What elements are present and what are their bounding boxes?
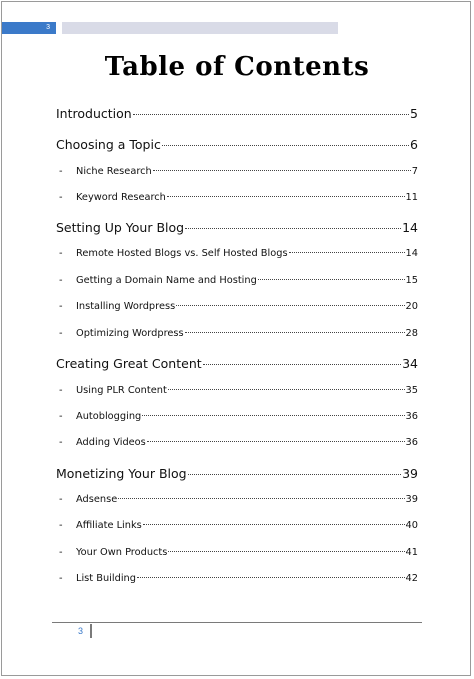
toc-bullet: - <box>59 494 63 505</box>
toc-section-entry[interactable] <box>56 437 418 448</box>
toc-bullet: - <box>59 437 63 448</box>
toc-page-number: 28 <box>405 328 418 339</box>
toc-bullet: - <box>59 275 63 286</box>
toc-page-number: 41 <box>405 547 418 558</box>
toc-entry-label: Using PLR Content <box>76 385 167 396</box>
toc-chapter-entry[interactable] <box>56 466 418 481</box>
toc-dot-leader <box>289 252 405 253</box>
toc-bullet: - <box>59 547 63 558</box>
toc-dot-leader <box>185 332 405 333</box>
toc-section-entry[interactable] <box>56 248 418 259</box>
toc-dot-leader <box>133 114 409 115</box>
toc-dot-leader <box>153 170 411 171</box>
toc-page-number: 15 <box>405 275 418 286</box>
toc-bullet: - <box>59 328 63 339</box>
toc-bullet: - <box>59 573 63 584</box>
footer-separator <box>90 624 92 638</box>
toc-entry-label: Optimizing Wordpress <box>76 328 184 339</box>
footer-rule <box>52 622 422 623</box>
toc-bullet: - <box>59 248 63 259</box>
toc-dot-leader <box>142 415 404 416</box>
toc-dot-leader <box>176 305 404 306</box>
toc-page-number: 36 <box>405 437 418 448</box>
toc-entry-label: Remote Hosted Blogs vs. Self Hosted Blogs <box>76 248 288 259</box>
toc-entry-label: Keyword Research <box>76 192 166 203</box>
toc-entry-label: Getting a Domain Name and Hosting <box>76 275 257 286</box>
toc-entry-label: Adsense <box>76 494 118 505</box>
header-page-tab: 3 <box>2 22 56 34</box>
toc-page-number: 40 <box>405 520 418 531</box>
toc-bullet: - <box>59 385 63 396</box>
toc-section-entry[interactable] <box>56 573 418 584</box>
toc-page-number: 39 <box>405 494 418 505</box>
toc-entry-label: Your Own Products <box>76 547 168 558</box>
toc-bullet: - <box>59 166 63 177</box>
toc-entry-label: List Building <box>76 573 136 584</box>
toc-dot-leader <box>143 524 405 525</box>
toc-page-number: 35 <box>405 385 418 396</box>
toc-entry-label: Creating Great Content <box>56 356 202 371</box>
toc-bullet: - <box>59 301 63 312</box>
toc-section-entry[interactable] <box>56 385 418 396</box>
toc-section-entry[interactable] <box>56 301 418 312</box>
toc-section-entry[interactable] <box>56 328 418 339</box>
toc-entry-label: Adding Videos <box>76 437 146 448</box>
toc-section-entry[interactable] <box>56 411 418 422</box>
toc-dot-leader <box>147 441 405 442</box>
toc-dot-leader <box>137 577 405 578</box>
toc-section-entry[interactable] <box>56 166 418 177</box>
toc-dot-leader <box>118 498 404 499</box>
toc-dot-leader <box>203 364 401 365</box>
toc-chapter-entry[interactable] <box>56 106 418 121</box>
toc-chapter-entry[interactable] <box>56 137 418 152</box>
toc-entry-label: Choosing a Topic <box>56 137 161 152</box>
toc-page-number: 20 <box>405 301 418 312</box>
toc-dot-leader <box>258 279 405 280</box>
toc-entry-label: Introduction <box>56 106 132 121</box>
toc-section-entry[interactable] <box>56 275 418 286</box>
header-bar <box>62 22 338 34</box>
toc-chapter-entry[interactable] <box>56 220 418 235</box>
toc-dot-leader <box>168 389 405 390</box>
toc-page-number: 6 <box>410 137 418 152</box>
toc-page-number: 5 <box>410 106 418 121</box>
toc-page-number: 14 <box>405 248 418 259</box>
toc-section-entry[interactable] <box>56 494 418 505</box>
toc-dot-leader <box>188 474 402 475</box>
toc-page-number: 34 <box>402 356 418 371</box>
toc-entry-label: Autoblogging <box>76 411 142 422</box>
toc-section-entry[interactable] <box>56 547 418 558</box>
toc-section-entry[interactable] <box>56 520 418 531</box>
toc-page-number: 36 <box>405 411 418 422</box>
toc-dot-leader <box>162 145 409 146</box>
toc-bullet: - <box>59 411 63 422</box>
toc-page-number: 11 <box>405 192 418 203</box>
page-title: Table of Contents <box>104 52 370 82</box>
toc-section-entry[interactable] <box>56 192 418 203</box>
toc-page-number: 42 <box>405 573 418 584</box>
toc-entry-label: Monetizing Your Blog <box>56 466 187 481</box>
toc-entry-label: Affiliate Links <box>76 520 142 531</box>
toc-entry-label: Setting Up Your Blog <box>56 220 185 235</box>
toc-entry-label: Niche Research <box>76 166 152 177</box>
toc-dot-leader <box>168 551 404 552</box>
toc-chapter-entry[interactable] <box>56 356 418 371</box>
toc-page-number: 39 <box>402 466 418 481</box>
toc-dot-leader <box>167 196 405 197</box>
footer-page-number: 3 <box>78 626 84 636</box>
toc-bullet: - <box>59 192 63 203</box>
toc-dot-leader <box>185 228 401 229</box>
toc-bullet: - <box>59 520 63 531</box>
toc-entry-label: Installing Wordpress <box>76 301 176 312</box>
toc-page-number: 14 <box>402 220 418 235</box>
toc-page-number: 7 <box>411 166 418 177</box>
